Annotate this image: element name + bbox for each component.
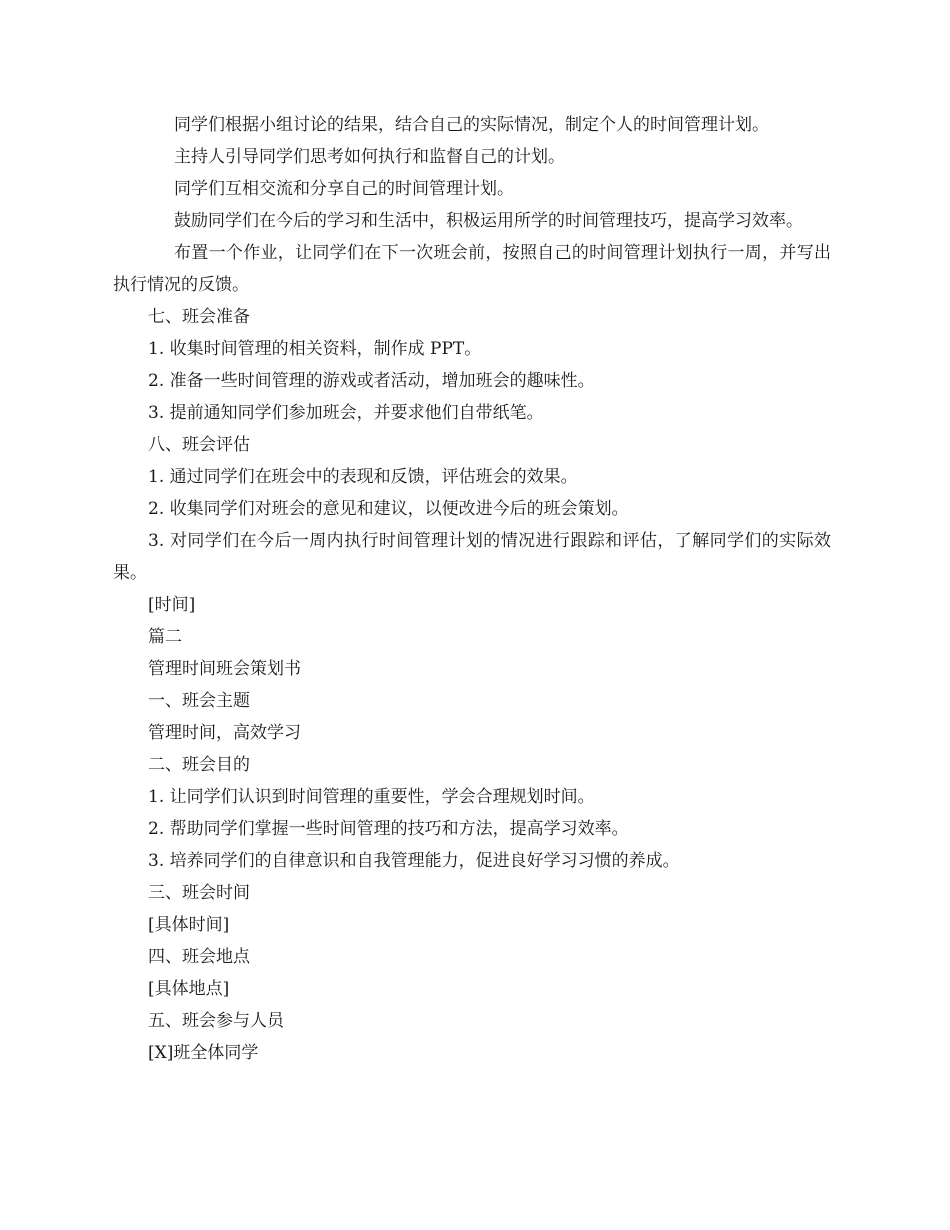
section-heading: 一、班会主题 (148, 691, 250, 711)
section-heading: 八、班会评估 (148, 435, 250, 455)
list-item: 2. 帮助同学们掌握一些时间管理的技巧和方法，提高学习效率。 (148, 819, 629, 839)
paragraph: 同学们互相交流和分享自己的时间管理计划。 (174, 179, 514, 199)
section-heading: 五、班会参与人员 (148, 1011, 284, 1031)
paragraph: 布置一个作业，让同学们在下一次班会前，按照自己的时间管理计划执行一周，并写出执行情况的反馈。 (113, 243, 831, 295)
list-item: 3. 对同学们在今后一周内执行时间管理计划的情况进行跟踪和评估，了解同学们的实际效果。 (113, 531, 831, 583)
part-label: 篇二 (148, 627, 182, 647)
paragraph: 鼓励同学们在今后的学习和生活中，积极运用所学的时间管理技巧，提高学习效率。 (174, 211, 803, 231)
paragraph: [X]班全体同学 (148, 1043, 259, 1063)
list-item: 1. 让同学们认识到时间管理的重要性，学会合理规划时间。 (148, 787, 595, 807)
placeholder-text: [具体时间] (148, 915, 230, 935)
paragraph: 管理时间，高效学习 (148, 723, 301, 743)
list-item: 2. 准备一些时间管理的游戏或者活动，增加班会的趣味性。 (148, 371, 595, 391)
section-heading: 二、班会目的 (148, 755, 250, 775)
placeholder-text: [时间] (148, 595, 196, 615)
list-item: 3. 培养同学们的自律意识和自我管理能力，促进良好学习习惯的养成。 (148, 851, 680, 871)
list-item: 1. 收集时间管理的相关资料，制作成 PPT。 (148, 339, 482, 359)
list-item: 2. 收集同学们对班会的意见和建议，以便改进今后的班会策划。 (148, 499, 629, 519)
list-item: 3. 提前通知同学们参加班会，并要求他们自带纸笔。 (148, 403, 544, 423)
section-heading: 三、班会时间 (148, 883, 250, 903)
section-heading: 四、班会地点 (148, 947, 250, 967)
paragraph: 同学们根据小组讨论的结果，结合自己的实际情况，制定个人的时间管理计划。 (174, 115, 769, 135)
paragraph: 主持人引导同学们思考如何执行和监督自己的计划。 (174, 147, 565, 167)
list-item: 1. 通过同学们在班会中的表现和反馈，评估班会的效果。 (148, 467, 578, 487)
placeholder-text: [具体地点] (148, 979, 230, 999)
document-title: 管理时间班会策划书 (148, 659, 301, 679)
document-body (113, 109, 831, 1069)
section-heading: 七、班会准备 (148, 307, 250, 327)
